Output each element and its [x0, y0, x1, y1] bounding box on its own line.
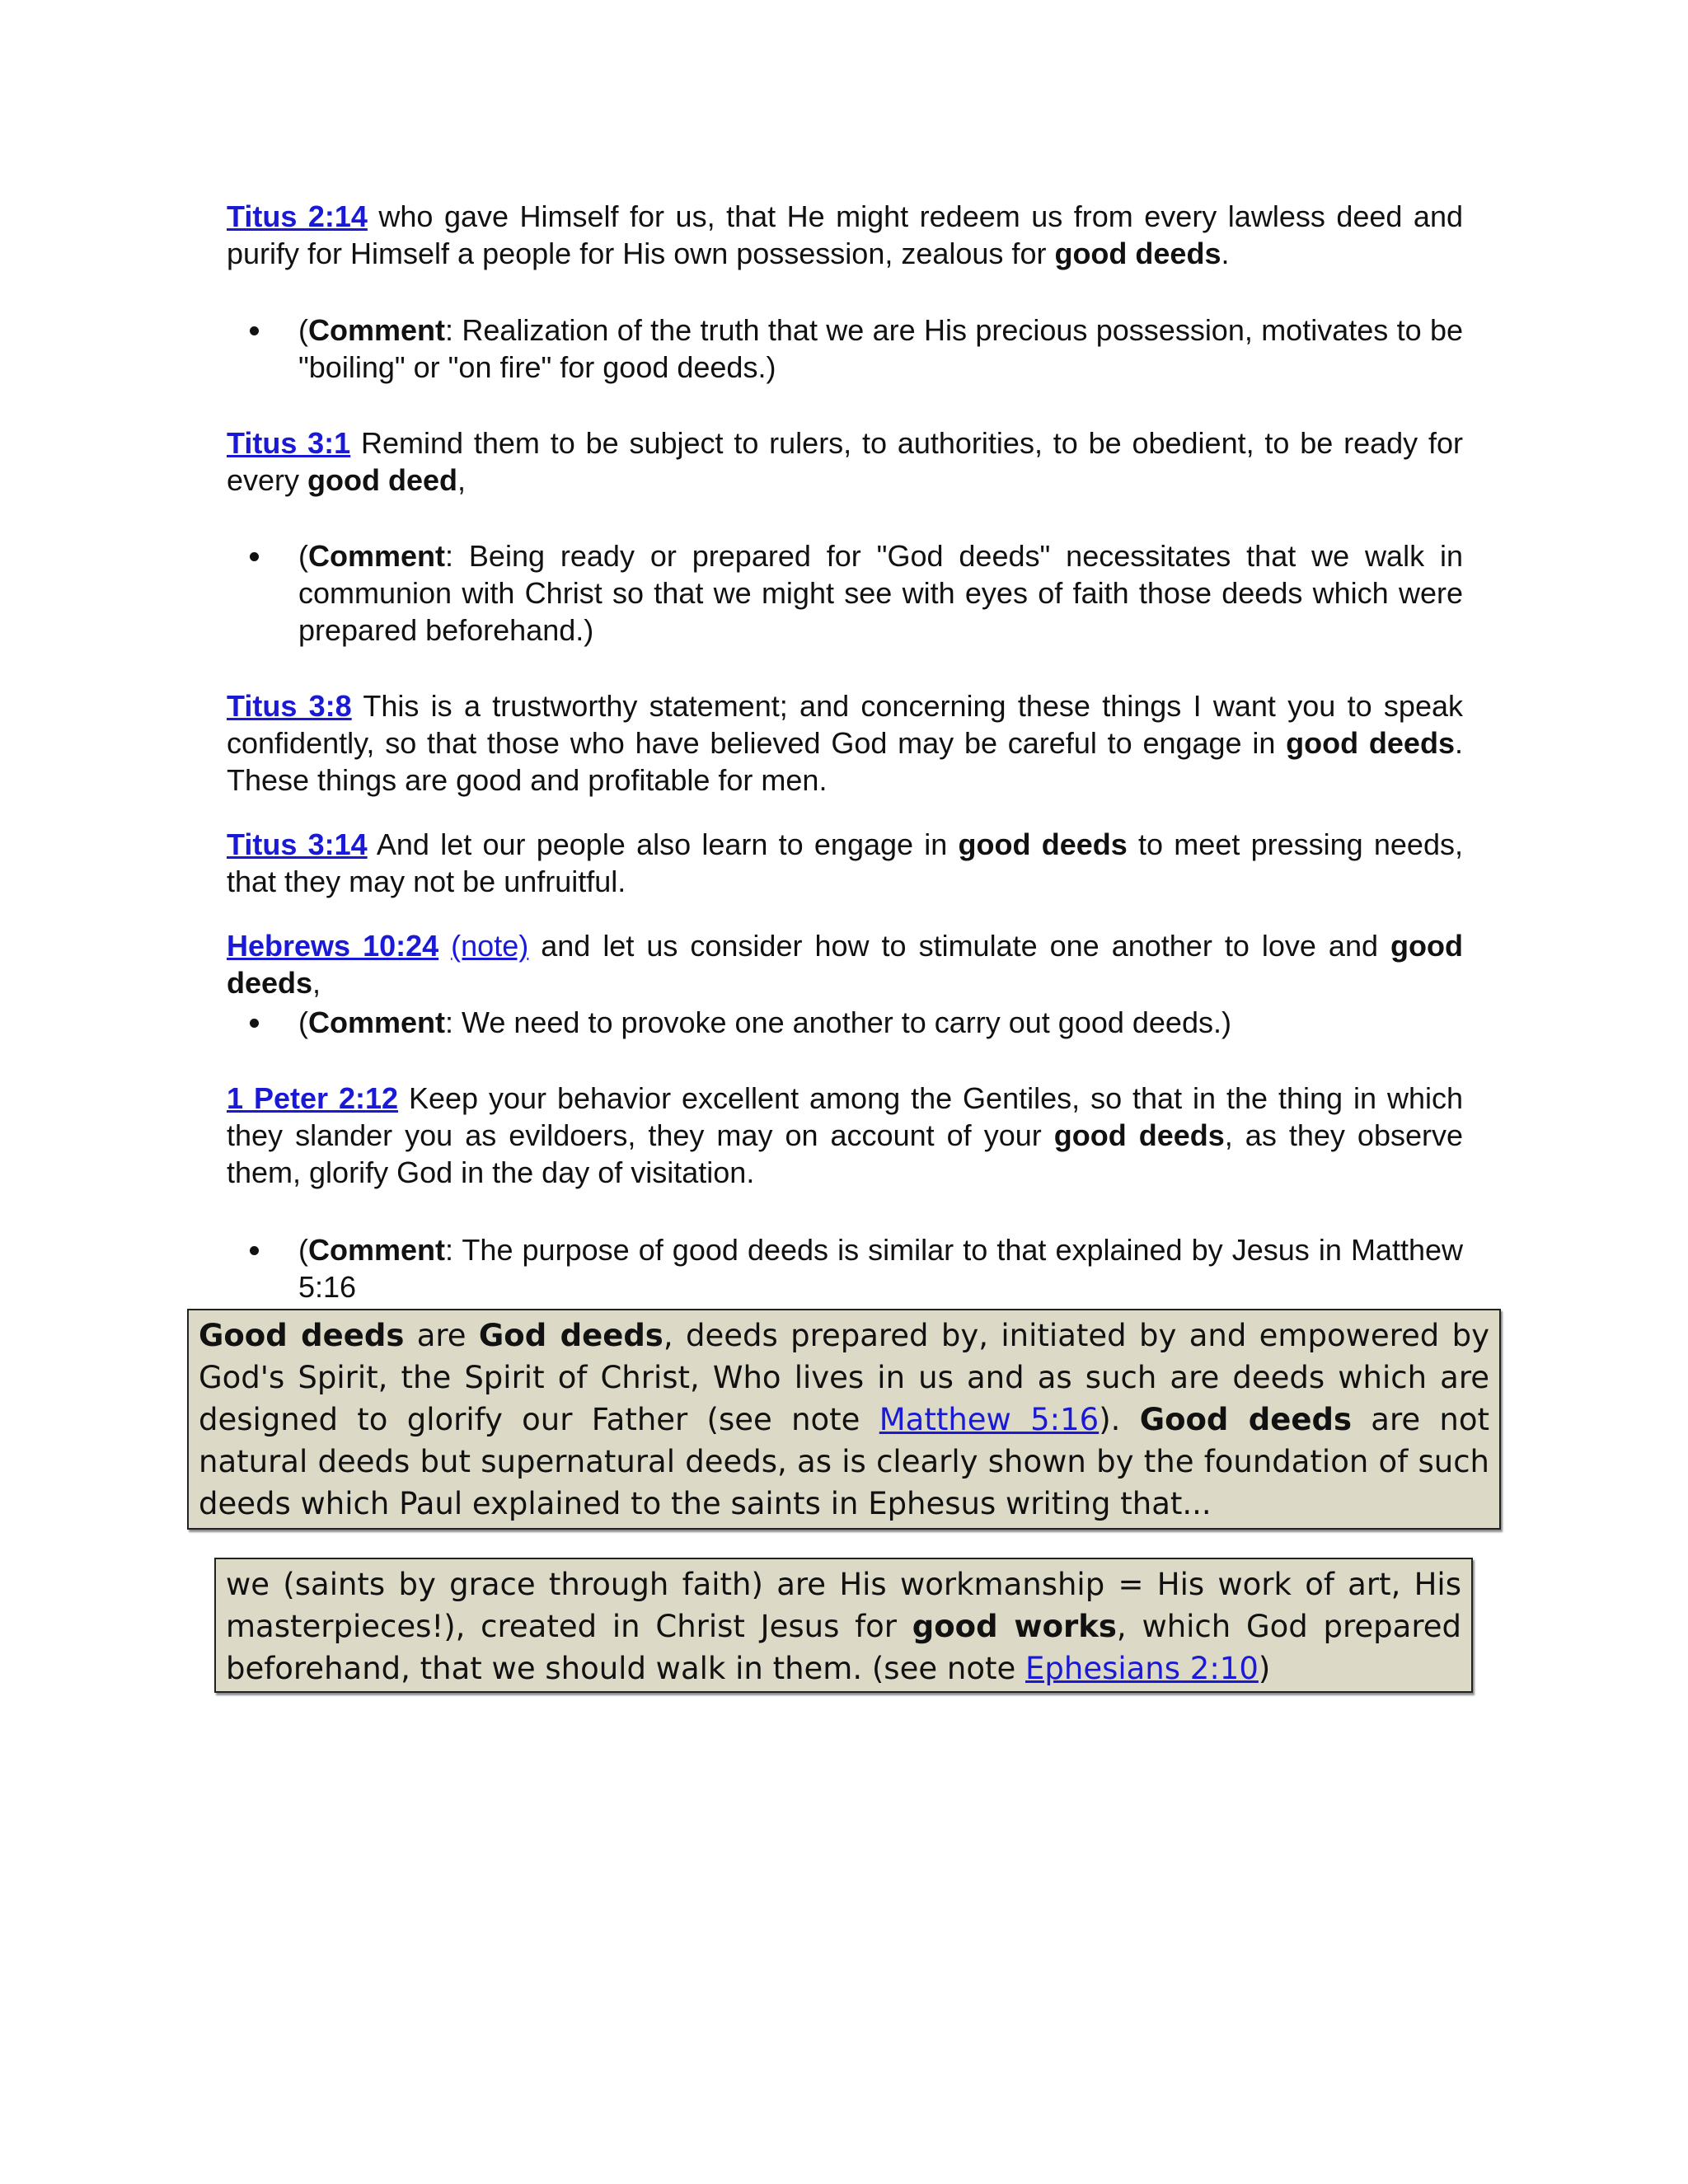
box-bold: good works	[912, 1609, 1117, 1644]
box-text: are	[404, 1318, 479, 1353]
verse-bold: good deeds	[1054, 237, 1221, 270]
comment-text	[298, 537, 1463, 649]
comment-open: (	[298, 1005, 308, 1039]
verse-text: .	[1221, 237, 1230, 270]
verse-bold: good deed	[307, 463, 458, 497]
comment-label: Comment	[308, 1005, 446, 1039]
verse-link-titus-2-14[interactable]: Titus 2:14	[227, 199, 368, 233]
bullet-dot	[250, 1019, 259, 1028]
verse-text: And let our people also learn to engage in	[367, 827, 959, 861]
comment-label: Comment	[308, 313, 446, 347]
comment-text	[298, 1231, 1463, 1305]
comment-text	[298, 1004, 1463, 1041]
box-text: )	[1258, 1651, 1271, 1686]
comment-body: : We need to provoke one another to carry out good deeds.)	[445, 1005, 1231, 1039]
verse-titus-2-14	[227, 198, 1463, 272]
comment-body: : Being ready or prepared for "God deeds" necessitates that we walk in communion with Christ so that we might see with eyes of faith those deeds which were prepared beforehand.)	[298, 539, 1463, 647]
verse-text: . These things are good and profitable for men.	[227, 726, 1463, 797]
verse-titus-3-1	[227, 424, 1463, 499]
comment-label: Comment	[308, 539, 446, 573]
comment-open: (	[298, 1233, 308, 1267]
verse-text: , as they observe them, glorify God in the day of visitation.	[227, 1118, 1463, 1189]
verse-titus-3-8	[227, 687, 1463, 799]
verse-link-1-peter-2-12[interactable]: 1 Peter 2:12	[227, 1081, 399, 1115]
verse-text: ,	[312, 966, 321, 1000]
box-bold: God deeds	[478, 1318, 663, 1353]
verse-text: Remind them to be subject to rulers, to authorities, to be obedient, to be ready for every	[227, 426, 1463, 497]
verse-bold: good deeds	[958, 827, 1128, 861]
verse-text: Keep your behavior excellent among the Gentiles, so that in the thing in which they slander you as evildoers, they may on account of your	[227, 1081, 1463, 1152]
verse-text: ,	[457, 463, 467, 497]
verse-link-titus-3-8[interactable]: Titus 3:8	[227, 689, 352, 723]
box-text: , deeds prepared by, initiated by and empowered by God's Spirit, the Spirit of Christ, Who lives in us and as such are deeds which are designed to glorify our Father (see note	[199, 1318, 1490, 1437]
box-bold: Good deeds	[199, 1318, 405, 1353]
link-matthew-5-16[interactable]: Matthew 5:16	[879, 1402, 1100, 1437]
comment-open: (	[298, 313, 308, 347]
verse-1-peter-2-12	[227, 1080, 1463, 1191]
verse-text: This is a trustworthy statement; and concerning these things I want you to speak confidently, so that those who have believed God may be careful to engage in	[227, 689, 1463, 760]
comment-body: : The purpose of good deeds is similar to that explained by Jesus in Matthew 5:16	[298, 1233, 1463, 1304]
bullet-dot	[250, 326, 259, 335]
comment-open: (	[298, 539, 308, 573]
link-ephesians-2-10[interactable]: Ephesians 2:10	[1025, 1651, 1259, 1686]
comment-body: : Realization of the truth that we are His precious possession, motivates to be "boiling" or "on fire" for good deeds.)	[298, 313, 1463, 384]
highlight-box-workmanship	[214, 1558, 1473, 1693]
verse-bold: good deeds	[227, 929, 1463, 1000]
box-text: are not natural deeds but supernatural deeds, as is clearly shown by the foundation of such deeds which Paul explained to the saints in Ephesus writing that...	[199, 1402, 1490, 1521]
comment-text	[298, 312, 1463, 386]
verse-bold: good deeds	[1286, 726, 1455, 760]
bullet-dot	[250, 552, 259, 561]
box-bold: Good deeds	[1139, 1402, 1352, 1437]
verse-hebrews-10-24	[227, 927, 1463, 1001]
verse-text: who gave Himself for us, that He might redeem us from every lawless deed and purify for Himself a people for His own possession, zealous for	[227, 199, 1463, 270]
verse-link-titus-3-1[interactable]: Titus 3:1	[227, 426, 351, 460]
verse-titus-3-14	[227, 826, 1463, 900]
note-link[interactable]: (note)	[451, 929, 529, 963]
box-text: , which God prepared beforehand, that we should walk in them. (see note	[226, 1609, 1461, 1686]
box-text: ).	[1099, 1402, 1140, 1437]
box-text: we (saints by grace through faith) are His workmanship = His work of art, His masterpieces!), created in Christ Jesus for	[226, 1567, 1461, 1644]
verse-text: and let us consider how to stimulate one another to love and	[528, 929, 1391, 963]
bullet-dot	[250, 1246, 259, 1255]
verse-text: to meet pressing needs, that they may not be unfruitful.	[227, 827, 1463, 898]
verse-link-titus-3-14[interactable]: Titus 3:14	[227, 827, 368, 861]
highlight-box-good-deeds	[187, 1309, 1501, 1530]
comment-label: Comment	[308, 1233, 446, 1267]
verse-link-hebrews-10-24[interactable]: Hebrews 10:24	[227, 929, 439, 963]
verse-bold: good deeds	[1053, 1118, 1225, 1152]
